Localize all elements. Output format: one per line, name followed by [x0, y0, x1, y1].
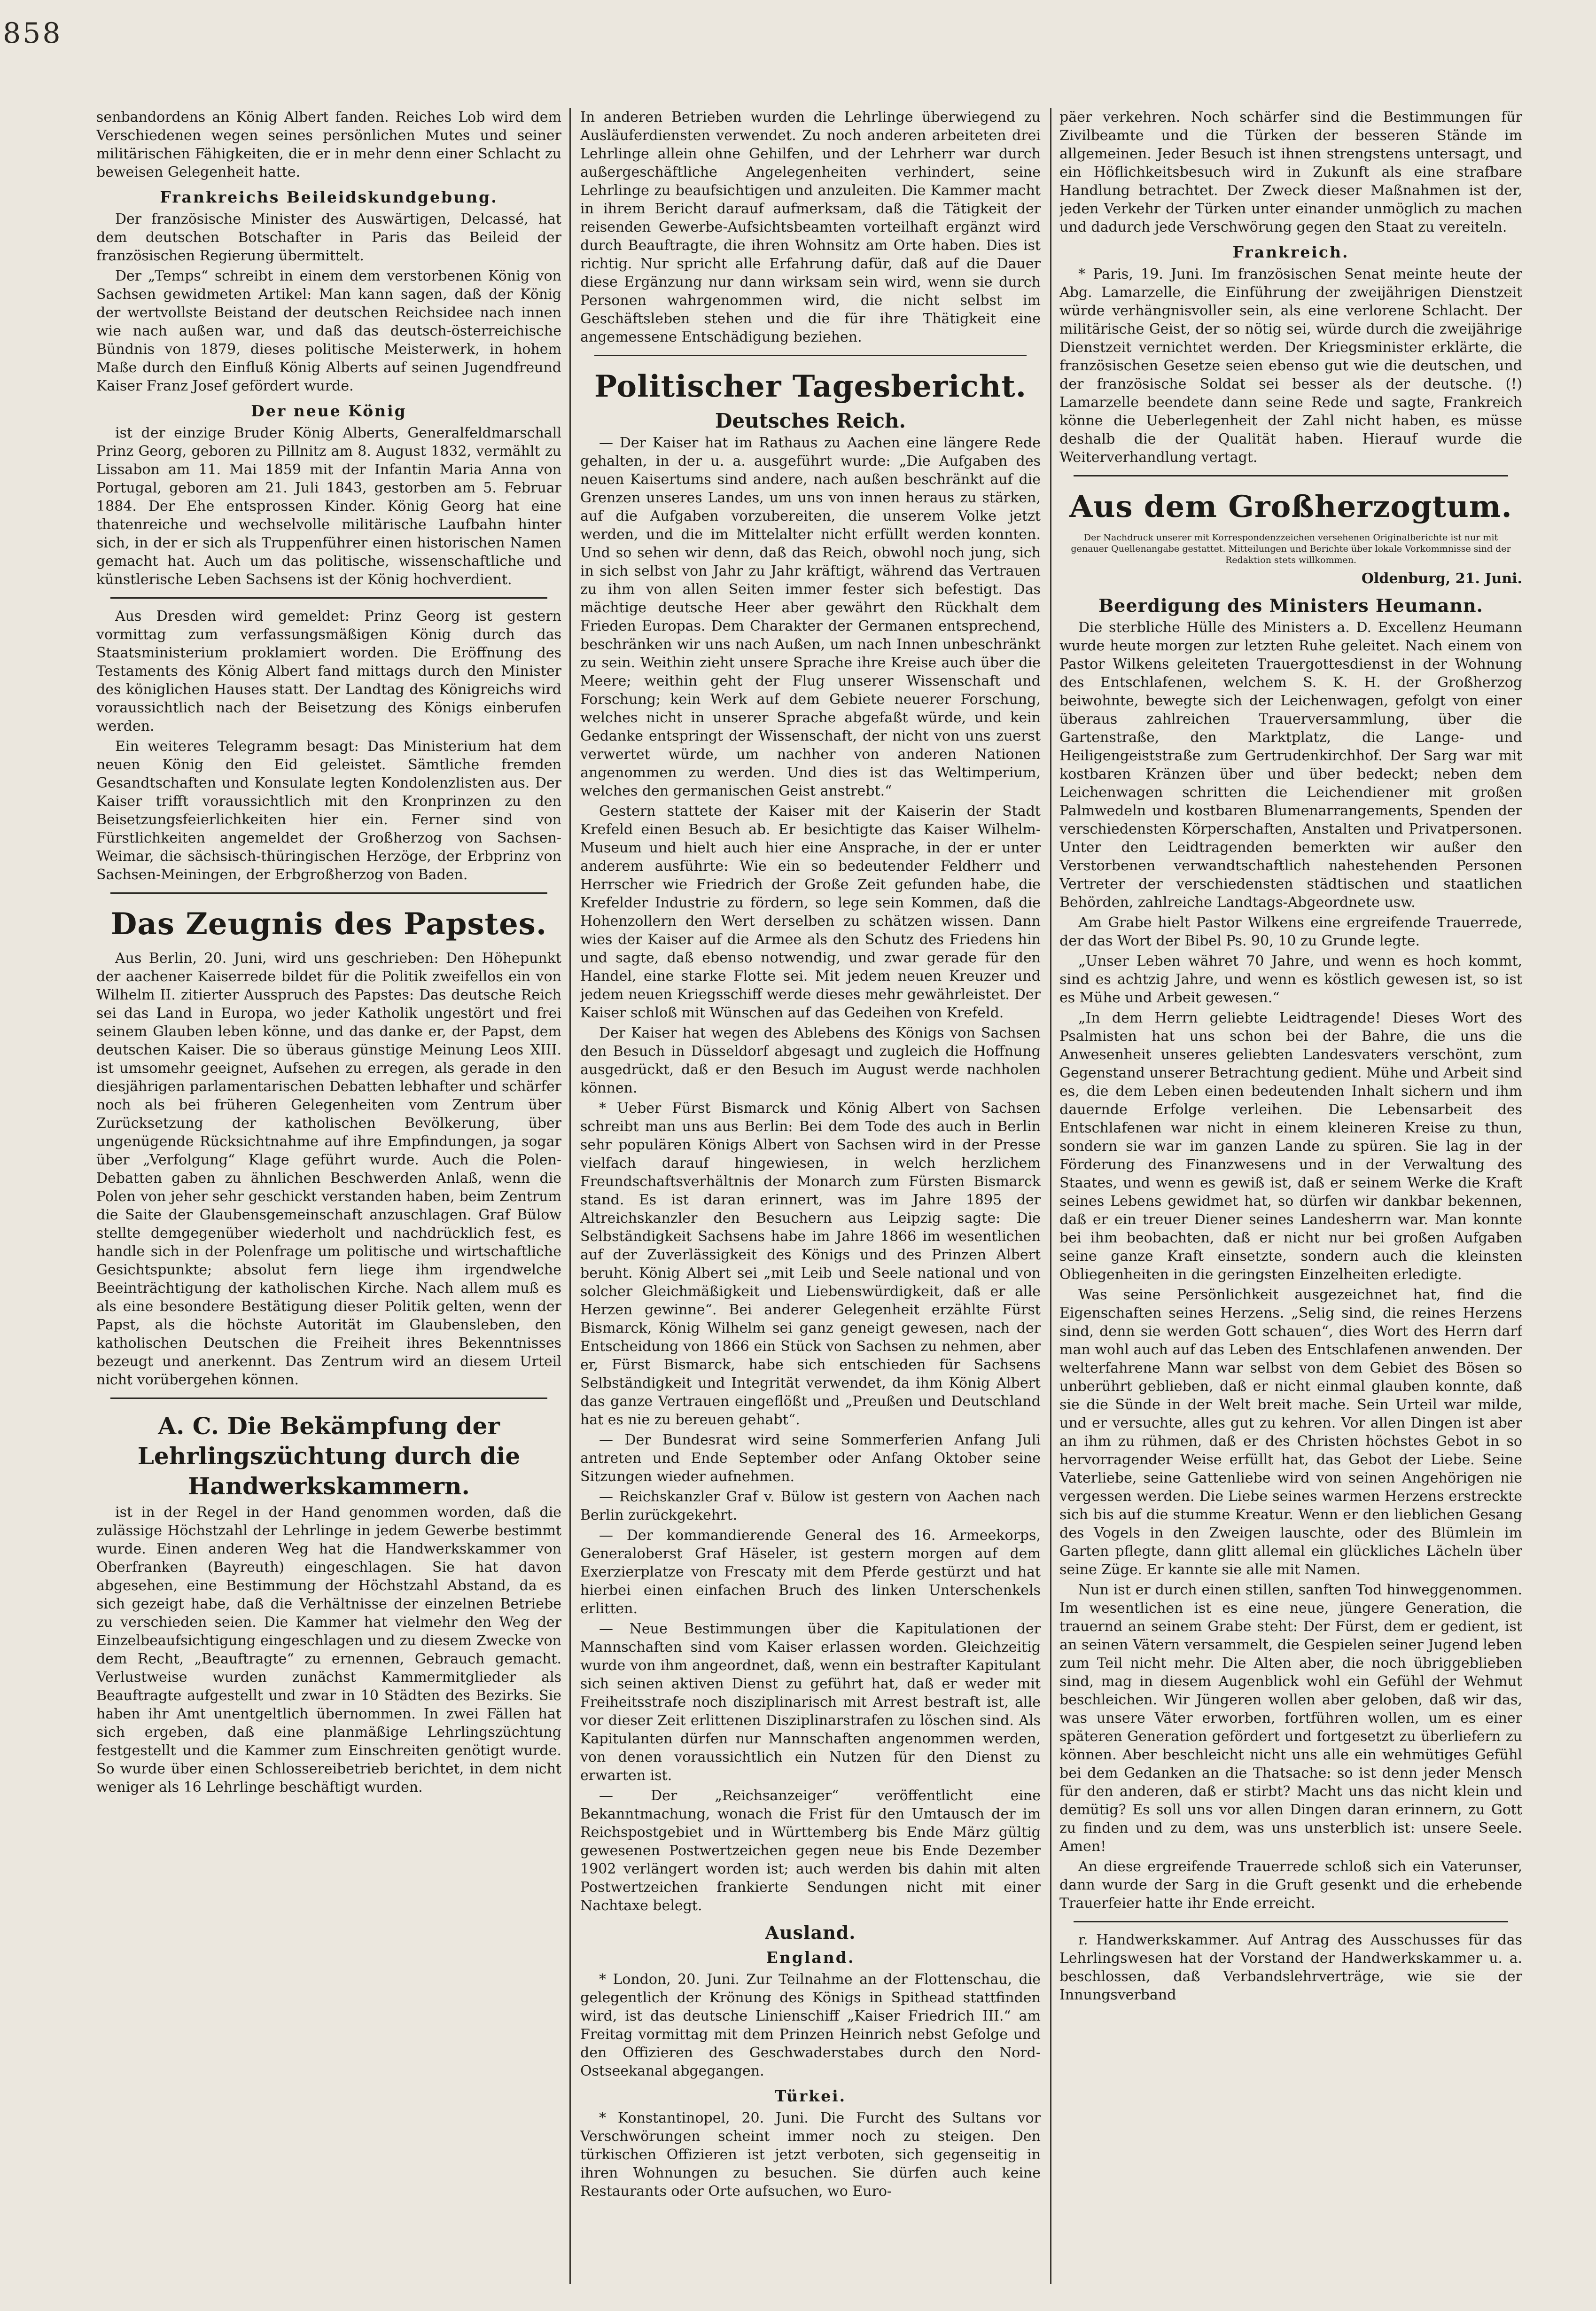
divider: [1074, 1921, 1508, 1922]
column-right: [1059, 108, 1522, 2288]
section-heading: Der neue König: [251, 402, 407, 420]
article-heading: Das Zeugnis des Papstes.: [110, 906, 547, 942]
reprint-note: Der Nachdruck unserer mit Korrespondenzzeichen versehenen Originalberichte ist nur mit genauer Quellenangabe gestattet. Mitteilungen und Berichte über lokale Vorkommnisse sind der Redaktion stets willkommen.: [1071, 532, 1511, 565]
section-heading: Ausland.: [765, 1922, 856, 1943]
paragraph: * Konstantinopel, 20. Juni. Die Furcht des Sultans vor Verschwörungen scheint immer noch zu steigen. Den türkischen Offizieren ist jetzt verboten, sich gegenseitig in ihren Wohnungen zu besuchen. Sie dürfen auch keine Restaurants oder Orte aufsuchen, wo Euro-: [580, 2110, 1041, 2200]
country-heading: England.: [766, 1948, 855, 1967]
article-continuation: päer verkehren. Noch schärfer sind die Bestimmungen für Zivilbeamte und die Türken der besseren Stände im allgemeinen. Jeder Besuch ist ihnen strengstens untersagt, und ein Höflichkeitsbesuch wird in Zukunft als eine strafbare Handlung betrachtet. Der Zweck dieser Maßnahmen ist der, jeden Verkehr der Türken unter einander unmöglich zu machen und dadurch jede Verschwörung gegen den Staat zu vereiteln.: [1059, 109, 1522, 235]
paragraph: Was seine Persönlichkeit ausgezeichnet hat, find die Eigenschaften seines Herzens. „Selig sind, die reines Herzens sind, denn sie werden Gott schauen“, dies Wort des Herrn darf man wohl auch auf das Leben des Entschlafenen anwenden. Der welterfahrene Mann war selbst von dem Gebiet des Bösen so unberührt geblieben, daß er nicht einmal glauben konnte, daß sie die Sünde in der Welt breit mache. Sein Urteil war milde, und er versuchte, alles gut zu kehren. Vor allen Dingen ist aber an ihm zu rühmen, daß er des Christen höchstes Gebot in so hervorragender Weise erfüllt hat, das Gebot der Liebe. Seine Vaterliebe, seine Gattenliebe wird von seinen Angehörigen nie vergessen werden. Die Liebe seines warmen Herzens erstreckte sich bis auf die stumme Kreatur. Wenn er den lieblichen Gesang des Vogels in den Zweigen lauschte, oder des Blümlein im Garten pflegte, dann glitt allemal ein glückliches Lächeln über seine Züge. Er kannte sie alle mit Namen.: [1059, 1287, 1522, 1578]
paragraph: Am Grabe hielt Pastor Wilkens eine ergreifende Trauerrede, der das Wort der Bibel Ps. 90, 10 zu Grunde legte.: [1059, 914, 1522, 949]
section-title: Aus dem Großherzogtum.: [1069, 489, 1512, 524]
page-number: 858: [3, 17, 62, 50]
paragraph: „In dem Herrn geliebte Leidtragende! Dieses Wort des Psalmisten hat uns schon bei der Bahre, die uns die Anwesenheit unseres geliebten Landesvaters verschönt, zum Gegenstand unserer Betrachtung gedient. Mühe und Arbeit sind es, die dem Leben einen bedeutenden Inhalt sichern und ihm dauernde Erfolge verleihen. Die Lebensarbeit des Entschlafenen war nicht in einem kleineren Kreise zu thun, sondern sie war im ganzen Lande zu spüren. Sie lag in der Förderung des Finanzwesens und in der Verwaltung des Staates, und wenn es gewiß ist, daß er seinem Werke die Kraft seines Lebens gewidmet hat, so dürfen wir dankbar bekennen, daß er ein treuer Diener seines Landesherrn war. Man konnte bei ihm beobachten, daß er nicht nur bei großen Aufgaben seine ganze Kraft einsetzte, sondern auch die kleinsten Obliegenheiten in die geringsten Einzelheiten erledigte.: [1059, 1010, 1522, 1283]
paragraph: * Paris, 19. Juni. Im französischen Senat meinte heute der Abg. Lamarzelle, die Einführung der zweijährigen Dienstzeit würde verhängnisvoller sein, als eine verlorene Schlacht. Der militärische Geist, der so nötig sei, würde durch die zweijährige Dienstzeit vernichtet werden. Der Kriegsminister erklärte, die französischen Gesetze seien ebenso gut wie die deutschen, und der französische Soldat sei besser als der deutsche. (!) Lamarzelle beendete dann seine Rede und sagte, Frankreich könne die Ueberlegenheit der Zahl nicht haben, es müsse deshalb die der Qualität haben. Hierauf wurde die Weiterverhandlung vertagt.: [1059, 266, 1522, 466]
paragraph: * Ueber Fürst Bismarck und König Albert von Sachsen schreibt man uns aus Berlin: Bei dem Tode des auch in Berlin sehr populären Königs Albert von Sachsen wird in der Presse vielfach darauf hingewiesen, in welch herzlichem Freundschaftsverhältnis der Monarch zum Fürsten Bismarck stand. Es ist daran erinnert, was im Jahre 1895 der Altreichskanzler den Besuchern aus Leipzig sagte: Die Selbständigkeit Sachsens habe im Jahre 1866 im wesentlichen auf der Zuverlässigkeit des Königs und des Prinzen Albert beruht. König Albert sei „mit Leib und Seele national und von solcher Gleichmäßigkeit und Liebenswürdigkeit, daß er alle Herzen gewinne“. Bei anderer Gelegenheit erzählte Fürst Bismarck, König Wilhelm sei ganz geneigt gewesen, nach der Entscheidung von 1866 ein Stück von Sachsen zu nehmen, aber er, Fürst Bismarck, habe sich entschieden für Sachsens Selbständigkeit und Integrität verwendet, da ihm König Albert das ganze Vertrauen eingeflößt und „Preußen und Deutschland hat es nie zu bereuen gehabt“.: [580, 1100, 1041, 1428]
paragraph: Aus Dresden wird gemeldet: Prinz Georg ist gestern vormittag zum verfassungsmäßigen König durch das Staatsministerium proklamiert worden. Die Eröffnung des Testaments des König Albert fand mittags durch den Minister des königlichen Hauses statt. Der Landtag des Königreichs wird voraussichtlich nach der Beisetzung des Königs einberufen werden.: [96, 608, 561, 734]
column-rule: [1050, 108, 1051, 2284]
paragraph: — Der Kaiser hat im Rathaus zu Aachen eine längere Rede gehalten, in der u. a. ausgeführt wurde: „Die Aufgaben des neuen Kaisertums sind andere, nach außen beschränkt auf die Grenzen unseres Landes, um uns von innen heraus zu stärken, auf die Aufgaben vorzubereiten, die unserem Volke jetzt werden, und die im Mittelalter nicht erfüllt werden konnten. Und so sehen wir denn, daß das Reich, obwohl noch jung, sich in sich selbst von Jahr zu Jahr kräftigt, während das Vertrauen zu ihm von allen Seiten immer fester sich befestigt. Das mächtige deutsche Heer aber gewährt den Rückhalt dem Frieden Europas. Dem Charakter der Germanen entsprechend, beschränken wir uns nach Außen, um nach Innen unbeschränkt zu sein. Weithin zieht unsere Sprache ihre Kreise auch über die Meere; weithin geht der Flug unserer Wissenschaft und Forschung; kein Werk auf dem Gebiete neuerer Forschung, welches nicht in unserer Sprache abgefaßt würde, und kein Gedanke entspringt der Wissenschaft, der nicht von uns zuerst verwertet würde, um nachher von anderen Nationen angenommen zu werden. Und dies ist das Weltimperium, welches den germanischen Geist anstrebt.“: [580, 435, 1041, 799]
paragraph: Aus Berlin, 20. Juni, wird uns geschrieben: Den Höhepunkt der aachener Kaiserrede bildet für die Politik zweifellos ein von Wilhelm II. zitierter Ausspruch des Papstes: Das deutsche Reich sei das Land in Europa, wo jeder Katholik ungestört und frei seinem Glauben leben könne, und das danke er, der Papst, dem deutschen Kaiser. Die so überaus günstige Meinung Leos XIII. ist umsomehr geeignet, Aufsehen zu erregen, als gerade in den diesjährigen parlamentarischen Debatten lebhafter und schärfer noch als bei früheren Gelegenheiten vom Zentrum über Zurücksetzung der katholischen Bevölkerung, über ungenügende Rücksichtnahme auf ihre Empfindungen, ja sogar über „Verfolgung“ Klage geführt wurde. Auch die Polen-Debatten gaben zu ähnlichen Beschwerden Anlaß, wenn die Polen von jeher sehr geschickt verstanden haben, beim Zentrum die Saite der Glaubensgemeinschaft anzuschlagen. Graf Bülow stellte demgegenüber wiederholt und nachdrücklich fest, es handle sich in der Polenfrage um politische und wirtschaftliche Gesichtspunkte; absolut fern liege ihm irgendwelche Beeinträchtigung der katholischen Kirche. Nach allem muß es als eine besondere Bestätigung dieser Politik gelten, wenn der Papst, als die höchste Autorität im Glaubensleben, den katholischen Deutschen die Freiheit ihres Bekenntnisses bezeugt und anerkennt. Das Zentrum wird an diesem Urteil nicht vorübergehen können.: [96, 950, 561, 1388]
section-heading: Frankreichs Beileidskundgebung.: [160, 188, 498, 206]
column-left: [96, 108, 561, 2288]
divider: [110, 1398, 547, 1399]
paragraph: Ein weiteres Telegramm besagt: Das Ministerium hat dem neuen König den Eid geleistet. Sämtliche fremden Gesandtschaften und Konsulate legten Kondolenzlisten aus. Der Kaiser trifft voraussichtlich mit den Kronprinzen zu den Beisetzungsfeierlichkeiten hier ein. Ferner sind von Fürstlichkeiten angemeldet der Großherzog von Sachsen-Weimar, die sächsisch-thüringischen Herzöge, der Erbprinz von Sachsen-Meiningen, der Erbgroßherzog von Baden.: [96, 738, 561, 883]
country-heading: Frankreich.: [1232, 243, 1349, 261]
divider: [1074, 475, 1508, 476]
column-middle: [580, 108, 1041, 2288]
country-heading: Türkei.: [774, 2087, 847, 2105]
paragraph: Nun ist er durch einen stillen, sanften Tod hinweggenommen. Im wesentlichen ist es eine neue, jüngere Generation, die trauernd an seinem Grabe steht: Der Fürst, dem er gedient, ist an seinen Vätern versammelt, die Gespielen seiner Jugend leben zum Teil nicht mehr. Die Alten aber, die noch übriggeblieben sind, mag in diesem Augenblick wohl ein Gefühl der Wehmut beschleichen. Wir Jüngeren wollen aber geloben, daß wir das, was unsere Väter erworben, fortführen wollen, um es einer späteren Generation gefördert und fortgesetzt zu überliefern zu können. Aber beschleicht nicht uns alle ein wehmütiges Gefühl bei dem Gedanken an die Thatsache: so ist denn jeder Mensch für den anderen, daß er stirbt? Macht uns das nicht klein und demütig? Es soll uns vor allen Dingen daran erinnern, zu Gott zu finden und zu dem, was uns unsterblich ist: unsere Seele. Amen!: [1059, 1582, 1522, 1855]
paragraph: — Der „Reichsanzeiger“ veröffentlicht eine Bekanntmachung, wonach die Frist für den Umtausch der im Reichspostgebiet und in Württemberg bis Ende März gültig gewesenen Postwertzeichen gegen neue bis Ende Dezember 1902 verlängert worden ist; auch werden bis dahin mit alten Postwertzeichen frankierte Sendungen nicht mit einer Nachtaxe belegt.: [580, 1788, 1041, 1914]
paragraph: An diese ergreifende Trauerrede schloß sich ein Vaterunser, dann wurde der Sarg in die Gruft gesenkt und die erhebende Trauerfeier hatte ihr Ende erreicht.: [1059, 1858, 1522, 1912]
paragraph: r. Handwerkskammer. Auf Antrag des Ausschusses für das Lehrlingswesen hat der Vorstand der Handwerkskammer u. a. beschlossen, daß Verbandslehrverträge, wie sie der Innungsverband: [1059, 1932, 1522, 2003]
divider: [110, 892, 547, 894]
paragraph: * London, 20. Juni. Zur Teilnahme an der Flottenschau, die gelegentlich der Krönung des Königs in Spithead stattfinden wird, ist das deutsche Linienschiff „Kaiser Friedrich III.“ am Freitag vormittag mit dem Prinzen Heinrich nebst Gefolge und den Offizieren des Geschwaderstabes durch den Nord-Ostseekanal abgegangen.: [580, 1971, 1041, 2079]
article-heading: A. C. Die Bekämpfung der Lehrlingszüchtung durch die Handwerkskammern.: [137, 1412, 521, 1500]
subsection-title: Deutsches Reich.: [715, 409, 906, 432]
divider: [110, 597, 547, 599]
paragraph: Der französische Minister des Auswärtigen, Delcassé, hat dem deutschen Botschafter in Paris das Beileid der französischen Regierung übermittelt.: [96, 211, 561, 264]
paragraph: — Reichskanzler Graf v. Bülow ist gestern von Aachen nach Berlin zurückgekehrt.: [580, 1489, 1041, 1523]
divider: [594, 355, 1027, 356]
article-heading: Beerdigung des Ministers Heumann.: [1098, 595, 1483, 616]
paragraph: Der „Temps“ schreibt in einem dem verstorbenen König von Sachsen gewidmeten Artikel: Man kann sagen, daß der König der wertvollste Beistand der deutschen Reichsidee nach innen wie nach außen war, und daß das deutsch-österreichische Bündnis von 1879, dieses politische Meisterwerk, in hohem Maße durch den Einfluß König Alberts auf seinen Jugendfreund Kaiser Franz Josef gefördert wurde.: [96, 268, 561, 394]
article-continuation: In anderen Betrieben wurden die Lehrlinge überwiegend zu Ausläuferdiensten verwendet. Zu noch anderen arbeiteten drei Lehrlinge allein ohne Gehilfen, und der Lehrherr war durch außergeschäftliche Angelegenheiten verhindert, seine Lehrlinge zu beaufsichtigen und anzuleiten. Die Kammer macht in ihrem Bericht darauf aufmerksam, daß die Tätigkeit der reisenden Gewerbe-Aufsichtsbeamten vorteilhaft ergänzt wird durch Beauftragte, die ihren Wohnsitz am Orte haben. Dies ist richtig. Nur spricht alle Erfahrung dafür, daß auf die Dauer diese Ergänzung nur dann wirksam sein wird, wenn sie durch Personen wahrgenommen wird, die nicht selbst im Geschäftsleben stehen und die für ihre Thätigkeit eine angemessene Entschädigung beziehen.: [580, 109, 1041, 345]
paragraph: — Der kommandierende General des 16. Armeekorps, Generaloberst Graf Häseler, ist gestern morgen auf dem Exerzierplatze von Frescaty mit dem Pferde gestürzt und hat hierbei einen einfachen Bruch des linken Unterschenkels erlitten.: [580, 1527, 1041, 1617]
dateline: Oldenburg, 21. Juni.: [1361, 570, 1522, 587]
paragraph: ist der einzige Bruder König Alberts, Generalfeldmarschall Prinz Georg, geboren zu Pillnitz am 8. August 1832, vermählt zu Lissabon am 11. Mai 1859 mit der Infantin Maria Anna von Portugal, geboren am 21. Juli 1843, gestorben am 5. Februar 1884. Der Ehe entsprossen Kinder. König Georg hat eine thatenreiche und wechselvolle militärische Laufbahn hinter sich, in der er sich als Truppenführer einen historischen Namen gemacht hat. Auch um das politische, wissenschaftliche und künstlerische Leben Sachsens ist der König hochverdient.: [96, 425, 561, 588]
section-title: Politischer Tagesbericht.: [594, 369, 1027, 404]
quotation: „Unser Leben währet 70 Jahre, und wenn es hoch kommt, sind es achtzig Jahre, und wenn es köstlich gewesen ist, so ist es Mühe und Arbeit gewesen.“: [1059, 953, 1522, 1006]
paragraph: Gestern stattete der Kaiser mit der Kaiserin der Stadt Krefeld einen Besuch ab. Er besichtigte das Kaiser Wilhelm-Museum und hielt auch hier eine Ansprache, in der er unter anderem ausführte: Wie ein so bedeutender Feldherr und Herrscher wie Friedrich der Große Zeit gefunden habe, die Krefelder Industrie zu fördern, so lege sein Kommen, daß die Hohenzollern den Wert derselben zu schätzen wissen. Dann wies der Kaiser auf die Armee als den Schutz des Friedens hin und sagte, daß ebenso notwendig, und zwar gerade für den Handel, eine starke Flotte sei. Mit jedem neuen Kreuzer und jedem neuen Kriegsschiff werde dieses mehr gewährleistet. Der Kaiser schloß mit Wünschen auf das Gedeihen von Krefeld.: [580, 803, 1041, 1021]
paragraph: ist in der Regel in der Hand genommen worden, daß die zulässige Höchstzahl der Lehrlinge in jedem Gewerbe bestimmt wurde. Einen anderen Weg hat die Handwerkskammer von Oberfranken (Bayreuth) eingeschlagen. Sie hat davon abgesehen, eine Bestimmung der Höchstzahl Abstand, da es sich gezeigt habe, daß die Verhältnisse der einzelnen Betriebe zu verschieden seien. Die Kammer hat vielmehr den Weg der Einzelbeaufsichtigung eingeschlagen und zu diesem Zwecke von dem Recht, „Beauftragte“ zu ernennen, Gebrauch gemacht. Verlustweise wurden zunächst Kammermitglieder als Beauftragte aufgestellt und zwar in 10 Städten des Bezirks. Sie haben ihr Amt unentgeltlich übernommen. In zwei Fällen hat sich ergeben, daß eine planmäßige Lehrlingszüchtung festgestellt und die Kammer zum Einschreiten genötigt wurde. So wurde über einen Schlossereibetrieb berichtet, in dem nicht weniger als 16 Lehrlinge beschäftigt wurden.: [96, 1504, 561, 1796]
paragraph: Der Kaiser hat wegen des Ablebens des Königs von Sachsen den Besuch in Düsseldorf abgesagt und zugleich die Hoffnung ausgedrückt, daß er den Besuch im August werde nachholen können.: [580, 1025, 1041, 1096]
column-rule: [569, 108, 571, 2284]
paragraph: — Der Bundesrat wird seine Sommerferien Anfang Juli antreten und Ende September oder Anfang Oktober seine Sitzungen wieder aufnehmen.: [580, 1432, 1041, 1485]
article-continuation: senbandordens an König Albert fanden. Reiches Lob wird dem Verschiedenen wegen seines persönlichen Mutes und seiner militärischen Fähigkeiten, die er in mehr denn einer Schlacht zu beweisen Gelegenheit hatte.: [96, 109, 561, 180]
paragraph: Die sterbliche Hülle des Ministers a. D. Excellenz Heumann wurde heute morgen zur letzten Ruhe geleitet. Nach einem von Pastor Wilkens geleiteten Trauergottesdienst in der Wohnung des Entschlafenen, welchem S. K. H. der Großherzog beiwohnte, bewegte sich der Leichenwagen, gefolgt von einer überaus zahlreichen Trauerversammlung, über die Gartenstraße, den Marktplatz, die Lange- und Heiligengeiststraße zum Gertrudenkirchhof. Der Sarg war mit kostbaren Kränzen über und über bedeckt; neben dem Leichenwagen schritten die Leichendiener mit großen Palmwedeln und kostbaren Blumenarrangements, Spenden der verschiedensten Körperschaften, Anstalten und Privatpersonen. Unter den Leidtragenden bemerkten wir außer den Verstorbenen verwandtschaftlich nahestehenden Personen Vertreter der verschiedensten städtischen und staatlichen Behörden, zahlreiche Landtags-Abgeordnete usw.: [1059, 619, 1522, 911]
paragraph: — Neue Bestimmungen über die Kapitulationen der Mannschaften sind vom Kaiser erlassen worden. Gleichzeitig wurde von ihm angeordnet, daß, wenn ein bestrafter Kapitulant sich seinen aktiven Dienst zu geführt hat, daß er weder mit Freiheitsstrafe noch disziplinarisch mit Arrest bestraft ist, alle vor dieser Zeit erlittenen Disziplinarstrafen zu löschen sind. Als Kapitulanten dürfen nur Mannschaften angenommen werden, von denen voraussichtlich ein Nutzen für den Dienst zu erwarten ist.: [580, 1621, 1041, 1784]
